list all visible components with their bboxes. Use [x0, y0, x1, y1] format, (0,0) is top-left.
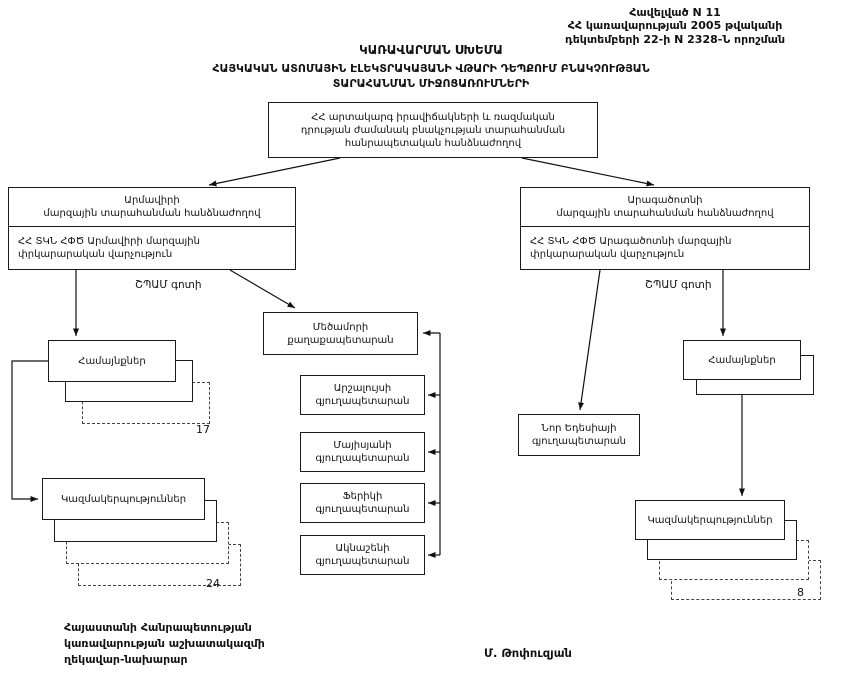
- organizations-left-count: 24: [206, 577, 220, 590]
- box-aknashen-village: [300, 535, 425, 575]
- box-republican-commission: [268, 102, 598, 158]
- organizations-right-count: 8: [797, 586, 804, 599]
- armavir-commission-line2: մարզային տարահանման հանձնաժողով: [43, 208, 261, 219]
- republican-line1: ՀՀ արտակարգ իրավիճակների և ռազմական: [311, 111, 555, 123]
- title-line2: ՀԱՅԿԱԿԱՆ ԱՏՈՄԱՅԻՆ ԷԼԵԿՏՐԱԿԱՅԱՆԻ ՎԹԱՐԻ ԴԵՊՔՈՒՄ ԲՆԱԿՉՈՒԹՅԱՆ: [212, 62, 650, 76]
- stack-organizations-left: [42, 478, 282, 628]
- zone-label-right: ՇՊԱՄ գոտի: [645, 279, 712, 291]
- box-arshaluys-village: [300, 375, 425, 415]
- box-metsamor-municipality: [263, 312, 418, 355]
- communities-left-count: 17: [196, 423, 210, 436]
- communities-left-label: Համայնքներ: [78, 355, 146, 367]
- box-armavir-rescue-dept: [8, 226, 296, 270]
- nor-yedesia-line1: Նոր Եդեսիայի: [541, 423, 617, 434]
- box-mayisyan-village: [300, 432, 425, 472]
- organizations-right-label: Կազմակերպություններ: [647, 514, 773, 526]
- arshaluys-line2: գյուղապետարան: [315, 396, 410, 407]
- metsamor-line2: քաղաքապետարան: [287, 334, 394, 346]
- aragatsotn-commission-line1: Արագածոտնի: [627, 195, 703, 206]
- footer-note: [64, 620, 265, 668]
- title-line1: ԿԱՌԱՎԱՐՄԱՆ ՍԽԵՄԱ: [359, 43, 503, 57]
- aknashen-line1: Ակնաշենի: [335, 543, 390, 554]
- appendix-note-line2: ՀՀ կառավարության 2005 թվականի: [567, 19, 783, 33]
- box-ferik-village: [300, 483, 425, 523]
- stack-organizations-right: [635, 500, 855, 640]
- box-armavir-commission: [8, 187, 296, 227]
- appendix-note-line3: դեկտեմբերի 22-ի N 2328-Ն որոշման: [564, 32, 786, 46]
- organizations-left-box: [42, 478, 205, 520]
- mayisyan-line1: Մայիսյանի: [333, 440, 392, 451]
- appendix-note: [555, 6, 795, 46]
- nor-yedesia-line2: գյուղապետարան: [531, 436, 627, 447]
- aragatsotn-rescue-line2: փրկարարական վարչություն: [530, 249, 685, 260]
- footer-line1: Հայաստանի Հանրապետության: [64, 621, 252, 634]
- communities-right-label: Համայնքներ: [708, 354, 776, 366]
- stack-communities-right: [683, 340, 843, 420]
- republican-line3: հանրապետական հանձնաժողով: [344, 137, 522, 149]
- armavir-commission-line1: Արմավիրի: [124, 195, 180, 206]
- title-line3: ՏԱՐԱՀԱՆՄԱՆ ՄԻՋՈՑԱՌՈՒՄՆԵՐԻ: [332, 77, 530, 91]
- armavir-rescue-line2: փրկարարական վարչություն: [18, 249, 173, 260]
- arshaluys-line1: Արշալույսի: [333, 383, 392, 394]
- organizations-right-box: [635, 500, 785, 540]
- stack-communities-left: [48, 340, 268, 450]
- aknashen-line2: գյուղապետարան: [315, 556, 410, 567]
- box-aragatsotn-commission: [520, 187, 810, 227]
- diagram-title: [0, 42, 862, 92]
- box-aragatsotn-rescue-dept: [520, 226, 810, 270]
- communities-right-box: [683, 340, 801, 380]
- signature-name: Մ. Թոփուզյան: [484, 646, 572, 660]
- box-nor-yedesia-village: [518, 414, 640, 456]
- ferik-line2: գյուղապետարան: [315, 504, 410, 515]
- ferik-line1: Ֆերիկի: [342, 491, 383, 502]
- footer-line3: ղեկավար-նախարար: [64, 652, 188, 666]
- organizations-left-label: Կազմակերպություններ: [60, 493, 187, 505]
- mayisyan-line2: գյուղապետարան: [315, 453, 410, 464]
- aragatsotn-rescue-line1: ՀՀ ՏԿՆ ՀՓԾ Արագածոտնի մարզային: [530, 236, 732, 247]
- communities-left-box: [48, 340, 176, 382]
- footer-line2: կառավարության աշխատակազմի: [64, 636, 265, 650]
- armavir-rescue-line1: ՀՀ ՏԿՆ ՀՓԾ Արմավիրի մարզային: [18, 236, 200, 247]
- zone-label-left: ՇՊԱՄ գոտի: [135, 279, 202, 291]
- appendix-note-line1: Հավելված N 11: [629, 6, 721, 19]
- aragatsotn-commission-line2: մարզային տարահանման հանձնաժողով: [556, 208, 774, 219]
- republican-line2: դրության ժամանակ բնակչության տարահանման: [300, 124, 566, 136]
- metsamor-line1: Մեծամորի: [312, 321, 369, 333]
